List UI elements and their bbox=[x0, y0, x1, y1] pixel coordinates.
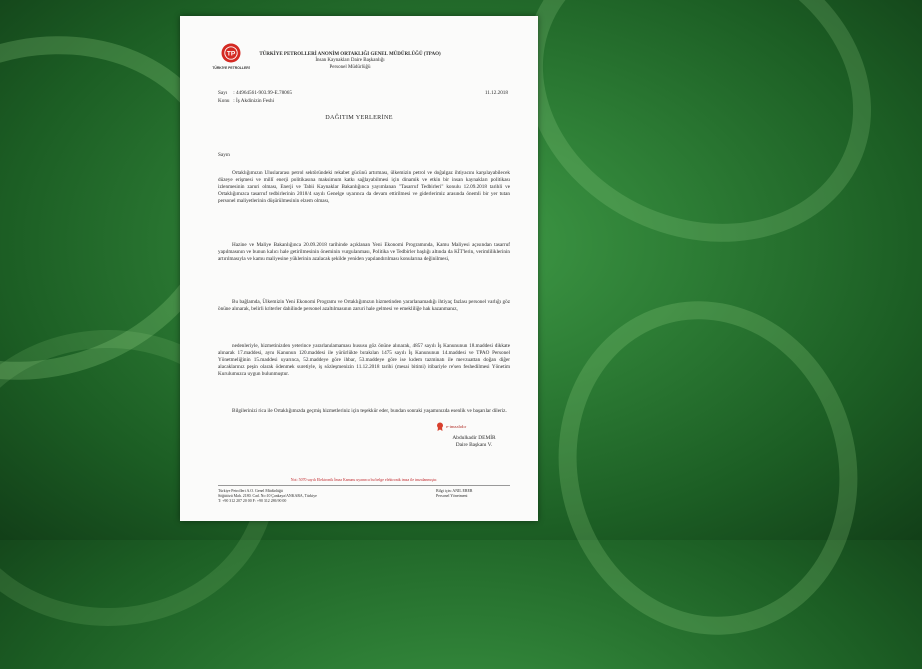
document-date: 11.12.2018 bbox=[484, 90, 508, 96]
logo-text: TÜRKİYE PETROLLERİ bbox=[212, 66, 250, 70]
konu-label: Konu bbox=[218, 98, 230, 104]
body-paragraph-2: Hazine ve Maliye Bakanlığınca 20.09.2018 tarihinde açıklanan Yeni Ekonomi Programında, Kamu Maliyesi açısından tasarruf yapılmasının ve bunun kalıcı hale getirilmesinin öneminin vurgulanması, Politika ve Tedbirler başlığı altında da KİT'lerin, verimliliklerinin artırılmasıyla ve kamu maliyesine yüklerinin azalacak şekilde yeniden yapılandırılması konularına değinilmesi, bbox=[218, 242, 510, 263]
document-title: DAĞITIM YERLERİNE bbox=[325, 114, 393, 121]
department-name: İnsan Kaynakları Daire Başkanlığı bbox=[315, 58, 385, 64]
footer-line: T: +90 312 207 20 00 F: +90 312 286 90 00 bbox=[218, 499, 287, 504]
konu-value: : İş Akdinizin Feshi bbox=[233, 98, 275, 104]
letterhead bbox=[250, 52, 450, 71]
signatory-name: Abdulkadir DEMİR bbox=[452, 435, 496, 441]
reference-number-row bbox=[218, 90, 508, 97]
tpao-logo-icon bbox=[212, 42, 250, 78]
e-signature-notice: Not: 5070 sayılı Elektronik İmza Kanunu uyarınca bu belge elektronik imza ile imzalanmıştır. bbox=[290, 478, 438, 482]
sayi-value: : 44964561-903.99-E.78065 bbox=[233, 90, 292, 96]
footer-contact bbox=[436, 489, 516, 499]
body-paragraph-1: Ortaklığımızın Uluslararası petrol sektöründeki rekabet gücünü artırması, ülkemizin petrol ve doğalgaz ihtiyacını karşılayabilecek düzeye erişmesi ve millî enerji politikasına maksimum katkı sağlayabilmesi için dinamik ve etkin bir insan kaynakları politikası izlenmesinin zaruri olması, Enerji ve Tabii Kaynaklar Bakanlığınca yayımlanan "Tasarruf Tedbirleri" konulu 12.09.2018 tarihli ve Ortaklığımızca tasarruf tedbirlerinin 2018/4 sayılı Genelge uyarınca da devam ettirilmesi ve giderlerimiz arasında önemli bir yer tutan personel maliyetlerinin düşürülmesinin elzem olması, bbox=[218, 170, 510, 205]
org-name: TÜRKİYE PETROLLERİ ANONİM ORTAKLIĞI GENEL MÜDÜRLÜĞÜ (TPAO) bbox=[259, 52, 441, 57]
footer-line: Türkiye Petrolleri A.O. Genel Müdürlüğü bbox=[218, 489, 283, 493]
signatory-title: Daire Başkanı V. bbox=[455, 442, 493, 449]
footer-line: Söğütözü Mah. 2180. Cad. No:10 Çankaya/ANKARA, Türkiye bbox=[218, 494, 317, 499]
e-signature-note: e-imzalıdır bbox=[446, 424, 467, 429]
salutation: Sayın bbox=[218, 152, 230, 158]
footer-line: Personel Yönetmeni bbox=[436, 494, 468, 499]
body-paragraph-4: nedenleriyle, hizmetinizden yeterince yararlanılamaması hususu göz önüne alınarak, 4857 sayılı İş Kanununun 18.maddesi dikkate alınarak 17.maddesi, aynı Kanunun 120.maddesi ile yürürlükte bırakılan 1475 sayılı İş Kanununun 14.maddesi ve TPAO Personel Yönetmeliğinin 15.maddesi uyarınca, 52.maddeye göre ihbar, 53.maddeye göre ise kıdem tazminatı ile mevzuattan doğan diğer alacaklarınız peşin olarak ödenmek suretiyle, iş sözleşmenizin 11.12.2018 tarihi (mesai bitimi) itibariyle re'sen feshedilmesi Yönetim Kurulumuzca uygun bulunmuştur. bbox=[218, 343, 510, 378]
signature-block bbox=[434, 435, 514, 450]
footer-line: Bilgi için: ANIL ERER bbox=[436, 489, 473, 493]
subject-row bbox=[218, 98, 508, 105]
footer-address bbox=[218, 489, 388, 505]
directorate-name: Personel Müdürlüğü bbox=[329, 64, 371, 70]
footer-divider bbox=[218, 485, 510, 486]
svg-text:TP: TP bbox=[226, 50, 236, 58]
background-swoosh bbox=[522, 267, 895, 668]
body-paragraph-5: Bilgilerinizi rica ile Ortaklığımızda geçmiş hizmetleriniz için teşekkür eder, bundan sonraki yaşamınızda esenlik ve başarılar dileriz. bbox=[232, 408, 507, 414]
sayi-label: Sayı bbox=[218, 90, 228, 96]
e-signature-seal-icon bbox=[436, 422, 444, 431]
document-page bbox=[180, 16, 538, 521]
background-swoosh bbox=[474, 0, 922, 297]
body-paragraph-3: Bu bağlamda, Ülkemizin Yeni Ekonomi Programı ve Ortaklığımızın hizmetinden yararlanamadığı ihtiyaç fazlası personel varlığı göz önüne alınarak, belirli kriterler dahilinde personel azaltılmasının zaruri hale gelmesi ve emekliliğe hak kazanmanız, bbox=[218, 299, 510, 313]
